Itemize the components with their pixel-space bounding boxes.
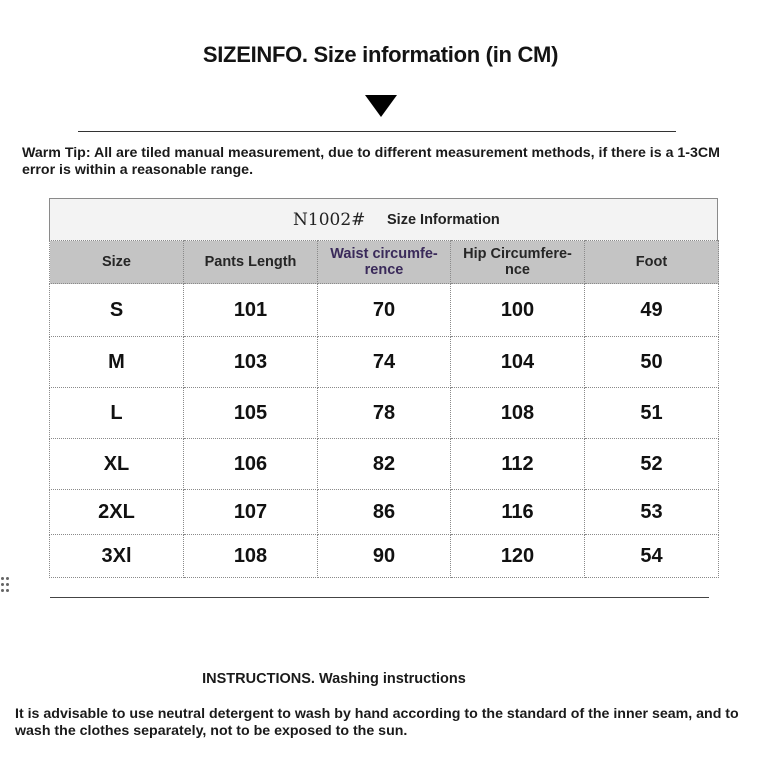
table-row	[50, 284, 719, 337]
cell-pants-length: 106	[184, 439, 318, 490]
cell-waist: 78	[318, 388, 451, 439]
down-arrow-icon	[365, 95, 397, 117]
column-header-foot: Foot	[585, 241, 719, 284]
cell-hip: 112	[451, 439, 585, 490]
column-header-size: Size	[50, 241, 184, 284]
table-row	[50, 439, 719, 490]
cell-foot: 49	[585, 284, 719, 337]
cell-size: L	[50, 388, 184, 439]
column-header-pants-length: Pants Length	[184, 241, 318, 284]
cell-pants-length: 103	[184, 337, 318, 388]
cell-size: M	[50, 337, 184, 388]
cell-pants-length: 105	[184, 388, 318, 439]
cell-foot: 51	[585, 388, 719, 439]
instructions-text: It is advisable to use neutral detergent to wash by hand according to the standard of the inner seam, and to wash the clothes separately, not to be exposed to the sun.	[15, 706, 739, 739]
cell-foot: 54	[585, 535, 719, 578]
size-grid	[49, 240, 719, 578]
table-row	[50, 388, 719, 439]
cell-hip: 100	[451, 284, 585, 337]
cell-waist: 86	[318, 490, 451, 535]
cell-waist: 82	[318, 439, 451, 490]
cell-foot: 53	[585, 490, 719, 535]
cell-pants-length: 101	[184, 284, 318, 337]
cell-size: 3Xl	[50, 535, 184, 578]
table-title: Size Information	[387, 212, 500, 228]
table-title-bar	[49, 198, 718, 242]
dots-icon	[0, 576, 12, 596]
cell-waist: 74	[318, 337, 451, 388]
cell-pants-length: 108	[184, 535, 318, 578]
cell-size: XL	[50, 439, 184, 490]
size-table	[49, 198, 718, 578]
page-title: SIZEINFO. Size information (in CM)	[202, 42, 559, 67]
table-header-row	[50, 241, 719, 284]
warm-tip-text: Warm Tip: All are tiled manual measurement, due to different measurement methods, if there is a 1-3CM error is within a reasonable range.	[22, 145, 720, 178]
cell-hip: 108	[451, 388, 585, 439]
cell-hip: 120	[451, 535, 585, 578]
cell-hip: 116	[451, 490, 585, 535]
cell-size: 2XL	[50, 490, 184, 535]
table-row	[50, 337, 719, 388]
divider	[78, 131, 676, 132]
column-header-waist: Waist circumfe- rence	[318, 241, 451, 284]
table-row	[50, 535, 719, 578]
cell-waist: 90	[318, 535, 451, 578]
cell-size: S	[50, 284, 184, 337]
cell-waist: 70	[318, 284, 451, 337]
column-header-hip: Hip Circumfere- nce	[451, 241, 585, 284]
cell-pants-length: 107	[184, 490, 318, 535]
cell-hip: 104	[451, 337, 585, 388]
product-code: N1002#	[293, 210, 366, 230]
cell-foot: 52	[585, 439, 719, 490]
instructions-title: INSTRUCTIONS. Washing instructions	[202, 671, 466, 687]
cell-foot: 50	[585, 337, 719, 388]
divider	[50, 597, 709, 598]
table-row	[50, 490, 719, 535]
